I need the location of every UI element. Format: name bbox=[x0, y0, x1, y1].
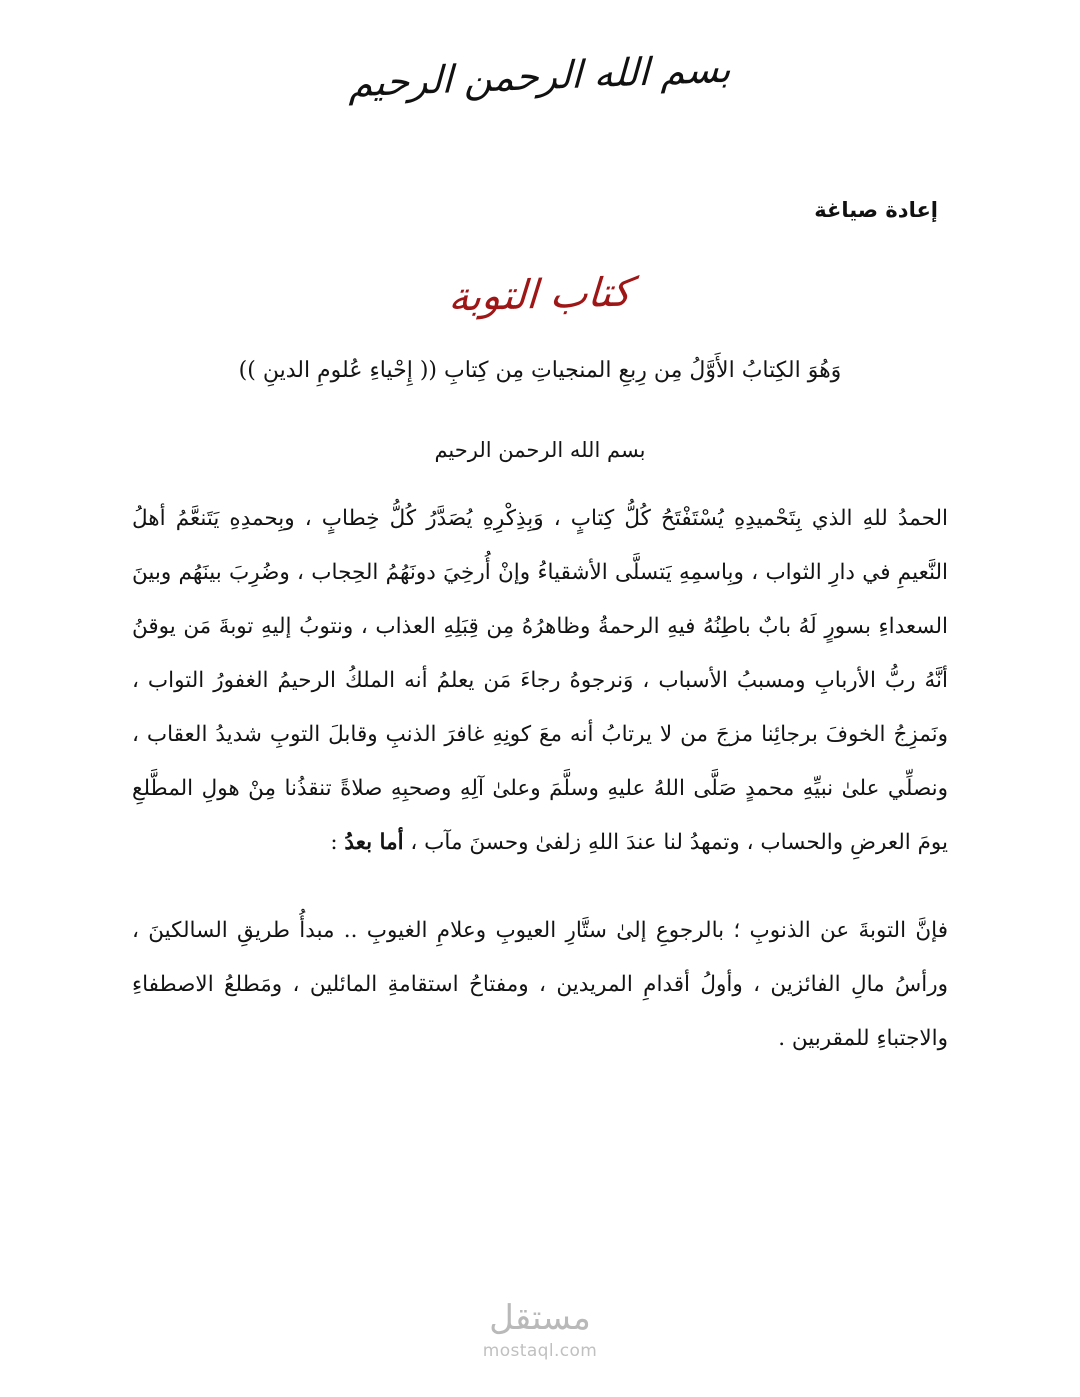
paragraph-tawbah-text: فإنَّ التوبةَ عن الذنوبِ ؛ بالرجوعِ إلىٰ ستَّارِ العيوبِ وعلامِ الغيوبِ .. مبدأُ طريقِ السالكينَ ، ورأسُ مالِ الفائزين ، وأولُ أقدامِ المريدين ، ومفتاحُ استقامةِ المائلين ، ومَطلعُ الاصطفاءِ والاجتباءِ للمقربين . bbox=[132, 918, 948, 1051]
basmala-calligraphy-heading: بسم الله الرحمن الرحيم bbox=[348, 46, 732, 106]
paragraph-hamdalah-bold: أما بعدُ bbox=[344, 830, 404, 855]
mostaql-domain-text: mostaql.com bbox=[482, 1341, 598, 1361]
rephrase-label: إعادة صياغة bbox=[814, 198, 938, 222]
paragraph-hamdalah bbox=[132, 492, 948, 870]
paragraph-hamdalah-tail: : bbox=[330, 830, 345, 855]
footer-watermark bbox=[0, 1297, 1080, 1361]
body-text-block bbox=[132, 492, 948, 1066]
book-title: كتاب التوبة bbox=[447, 269, 633, 321]
mostaql-logo-text: مستقل bbox=[489, 1297, 591, 1338]
paragraph-hamdalah-text: الحمدُ للهِ الذي بِتَحْميدِهِ يُسْتَفْتَحُ كُلُّ كِتابٍ ، وَبِذِكْرِهِ يُصَدَّرُ كُلُّ خِطابٍ ، وبِحمدِهِ يَتَنعَّمُ أهلُ النَّعيمِ في دارِ الثواب ، وبِاسمِهِ يَتسلَّى الأشقياءُ وإنْ أُرخِيَ دونَهُمُ الحِجاب ، وضُرِبَ بينَهُم وبينَ السعداءِ بسورٍ لَهُ بابٌ باطِنُهُ فيهِ الرحمةُ وظاهرُهُ مِن قِبَلِهِ العذاب ، ونتوبُ إليهِ توبةَ مَن يوقنُ أنَّهُ ربُّ الأربابِ ومسببُ الأسباب ، وَنرجوهُ رجاءَ مَن يعلمُ أنه الملكُ الرحيمُ الغفورُ التواب ، ونَمزِجُ الخوفَ برجائِنا مزجَ من لا يرتابُ أنه معَ كونِهِ غافرَ الذنبِ وقابلَ التوبِ شديدُ العقاب ، ونصلِّي علىٰ نبيِّهِ محمدٍ صَلَّى اللهُ عليهِ وسلَّمَ وعلىٰ آلِهِ وصحبِهِ صلاةً تنقذُنا مِنْ هولِ المطَّلعِ يومَ العرضِ والحساب ، وتمهدُ لنا عندَ اللهِ زلفىٰ وحسنَ مآب ، bbox=[132, 506, 948, 855]
bismillah-plain-line: بسم الله الرحمن الرحيم bbox=[434, 438, 646, 462]
book-subtitle: وَهُوَ الكِتابُ الأَوَّلُ مِن رِبعِ المنجياتِ مِن كِتابِ (( إِحْياءِ عُلومِ الدينِ )) bbox=[238, 358, 842, 383]
paragraph-tawbah bbox=[132, 904, 948, 1066]
